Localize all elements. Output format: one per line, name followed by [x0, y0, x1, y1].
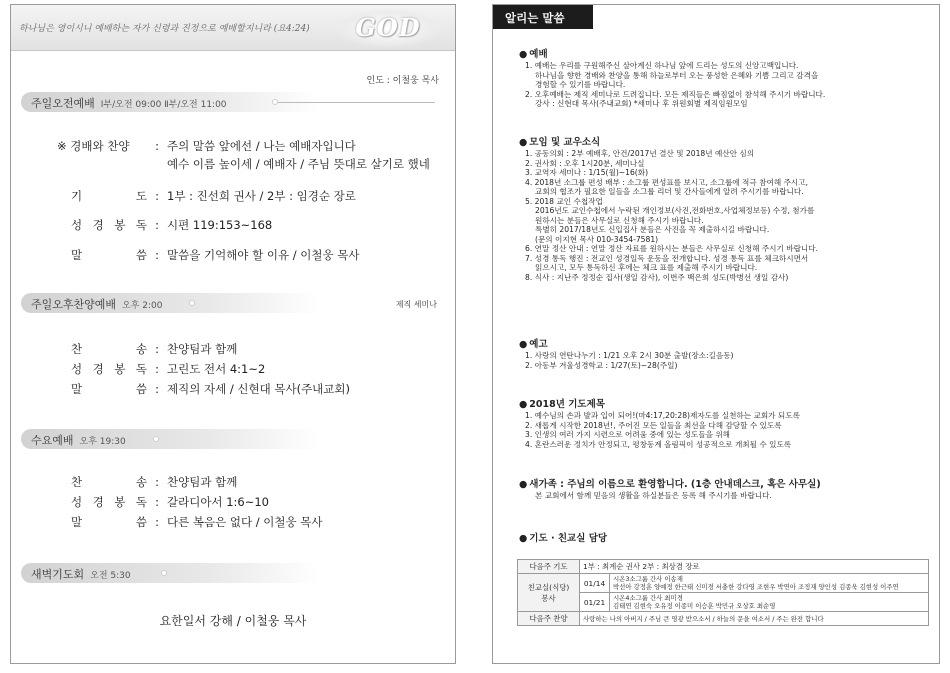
announcement-line: 2. 새롭게 시작한 2018년!, 주어진 모든 일들을 최선을 다해 감당할 수 있도록: [525, 420, 782, 430]
fellowship-members: 시온3소그룹 간사 이송재 박선아 강정훈 양예정 한근태 신미경 서충한 강다영 조현우 박연아 조정재 양인성 김종욱 김현성 이주연: [610, 574, 929, 593]
worship-header-banner: [11, 5, 455, 51]
morning-title: 주일오전예배: [31, 97, 95, 110]
section-lines: [519, 491, 929, 501]
fellowship-members: 시온4소그룹 간사 최미경 김태연 김현숙 오유정 이종미 이승훈 박민규 오상호 최순영: [610, 593, 929, 612]
bar-dot: [161, 570, 167, 576]
afternoon-note: 제직 세미나: [395, 300, 437, 309]
announcement-line: 강사 : 신현대 목사(주내교회) *세미나 후 위원회별 제직임원모임: [535, 99, 748, 108]
announcement-line: (문의 이지현 목사 010-3454-7581): [535, 234, 659, 244]
announcement-line: 2. 권사회 : 오후 1시20분, 세미나실: [525, 158, 645, 168]
next-prayer-label: 다음주 기도: [518, 560, 580, 574]
section-lines: [519, 411, 929, 449]
god-logo: [333, 8, 443, 48]
announcement-line: 1. 공동의회 : 2부 예배후, 안건/2017년 결산 및 2018년 예산안 심의: [525, 149, 755, 158]
morning-time: Ⅰ부/오전 09:00 Ⅱ부/오전 11:00: [100, 100, 227, 110]
afternoon-row-sermon: 말 씀 : 제직의 자세 / 신현대 목사(주내교회): [71, 382, 350, 396]
wednesday-row-sermon: 말 씀 : 다른 복음은 없다 / 이철웅 목사: [71, 515, 323, 529]
morning-row-scripture: 성 경 봉 독 : 시편 119:153~168: [71, 218, 273, 232]
next-praise-value: 사랑하는 나의 아버지 / 주님 큰 영광 받으소서 / 하늘의 문을 여소서 / 주는 완전 합니다: [580, 612, 929, 626]
bar-dot: [153, 436, 159, 442]
announcement-line: 1. 예배는 우리를 구원해주신 살아계신 하나님 앞에 드리는 성도의 신앙고백입니다.: [525, 61, 799, 70]
wednesday-time: 오후 19:30: [79, 437, 126, 447]
dawn-time: 오전 5:30: [90, 571, 131, 581]
section-new-family: ● 새가족 : 주님의 이름으로 환영합니다. (1층 안내데스크, 혹은 사무실) 본 교회에서 함께 믿음의 생활을 하실분들은 등록 해 주시기를 바랍니다.: [519, 479, 929, 501]
wednesday-title: 수요예배: [31, 434, 74, 447]
duty-table: [517, 559, 929, 626]
section-bar-afternoon: [21, 293, 447, 313]
section-lines: [519, 61, 929, 109]
section-bar-dawn: [21, 563, 447, 583]
announcement-line: 3. 교역자 세미나 : 1/15(월)~16(화): [525, 168, 649, 177]
god-logo-text: GOD: [355, 13, 421, 42]
morning-row-prayer: 기 도 : 1부 : 진선희 권사 / 2부 : 임경순 장로: [71, 189, 356, 203]
bar-dot: [272, 99, 278, 105]
next-praise-label: 다음주 찬양: [518, 612, 580, 626]
worship-leader: 인도 : 이철웅 목사: [366, 76, 439, 86]
wednesday-row-scripture: 성 경 봉 독 : 갈라디아서 1:6~10: [71, 495, 269, 509]
afternoon-row-hymn: 찬 송 : 찬양팀과 함께: [71, 342, 238, 356]
afternoon-time: 오후 2:00: [122, 301, 163, 311]
section-lines: [519, 351, 929, 370]
duty-heading: 기도 · 친교실 담당: [529, 533, 608, 544]
dawn-text: 요한일서 강해 / 이철웅 목사: [159, 614, 307, 628]
announcements-tab: [493, 5, 593, 29]
announcement-line: 7. 성경 통독 행진 : 전교인 성경일독 운동을 전개합니다. 성경 통독 표를 체크하시면서: [525, 253, 809, 263]
fellowship-label: 친교실(식당) 봉사: [518, 574, 580, 612]
dawn-title: 새벽기도회: [31, 568, 85, 581]
table-row: [518, 612, 929, 626]
announcement-line: 교회의 협조가 필요한 일들을 소그룹 리더 및 간사들에게 알려 주시기를 바랍니다.: [535, 187, 804, 196]
fellowship-date: 01/14: [580, 574, 610, 593]
section-heading: 예고: [529, 339, 548, 350]
announcement-line: 본 교회에서 함께 믿음의 생활을 하실분들은 등록 해 주시기를 바랍니다.: [535, 491, 772, 500]
section-prayer-topics: ● 2018년 기도제목 1. 예수님의 손과 발과 입이 되어!(마4:17,20:28)제자도를 실천하는 교회가 되도록 2. 새롭게 시작한 2018년!, 주어진 모든 일들을 최선을 다해 감당할 수 있도록 3. 인생의 여러 가지 시련으로 어려움 중에 있는 성도들을 위해 4. 혼란스러운 정치가 안정되고, 평창동계 올림픽이 성공적으로 개최될 수 있도록: [519, 399, 929, 449]
table-row: [518, 560, 929, 574]
section-bar-wednesday: [21, 429, 447, 449]
afternoon-row-scripture: 성 경 봉 독 : 고린도 전서 4:1~2: [71, 362, 266, 376]
announcement-line: 3. 인생의 여러 가지 시련으로 어려움 중에 있는 성도들을 위해: [525, 430, 731, 439]
table-row: [518, 574, 929, 593]
announcement-line: 원하시는 분들은 사무실로 신청해 주시기 바랍니다.: [535, 215, 704, 225]
fellowship-date: 01/21: [580, 593, 610, 612]
announcement-line: 6. 연말 정산 안내 : 연말 정산 자료를 원하시는 분들은 사무실로 신청해 주시기 바랍니다.: [525, 244, 819, 253]
wednesday-row-hymn: 찬 송 : 찬양팀과 함께: [71, 475, 238, 489]
worship-order-panel: [10, 4, 456, 664]
morning-praise-second-line: 예수 이름 높이세 / 예배자 / 주님 뜻대로 살기로 했네: [167, 157, 430, 171]
header-verse: 하나님은 영이시니 예배하는 자가 신령과 진정으로 예배할지니라 (요4:24): [19, 24, 310, 34]
section-heading: 새가족 : 주님의 이름으로 환영합니다. (1층 안내데스크, 혹은 사무실): [529, 479, 821, 490]
announcement-line: 2. 오후예배는 제직 세미나로 드려집니다. 모든 제직들은 빠짐없이 참석해 주시기 바랍니다.: [525, 89, 826, 99]
announcement-line: 4. 혼란스러운 정치가 안정되고, 평창동계 올림픽이 성공적으로 개최될 수 있도록: [525, 439, 792, 449]
announcements-panel: [492, 4, 940, 664]
announcement-line: 4. 2018년 소그룹 편성 배부 : 소그룹 편성표를 보시고, 소그룹에 적극 참여해 주시고,: [525, 177, 808, 187]
section-duty: ● 기도 · 친교실 담당: [519, 533, 608, 544]
announcement-line: 특별히 2017/18년도 신입집사 분들은 사진을 꼭 제출하시길 바랍니다.: [535, 225, 770, 234]
section-bar-morning: [21, 92, 447, 112]
section-news: ● 모임 및 교우소식 1. 공동의회 : 2부 예배후, 안건/2017년 결산 및 2018년 예산안 심의 2. 권사회 : 오후 1시20분, 세미나실 3. 교역자 세미나 : 1/15(월)~16(화) 4. 2018년 소그룹 편성 배부 : 소그룹 편성표를 보시고, 소그룹에 적극 참여해 주시고, 교회의 협조가 필요한 일들을 소그룹 리더 및 간사들에게 알려 주시기를 바랍니다. 5. 2018 교인 수첩작업 2016년도 교인수첩에서 누락된 개인정보(사진,전화번호,사업체정보등) 수정, 첨가를 원하시는 분들은 사무실로 신청해 주시기 바랍니다. 특별히 2017/18년도 신입집사 분들은 사진을 꼭 제출하시길 바랍니다. (문의 이지현 목사 010-3454-7581) 6. 연말 정산 안내 : 연말 정산 자료를 원하시는 분들은 사무실로 신청해 주시기 바랍니다. 7. 성경 통독 행진 : 전교인 성경일독 운동을 전개합니다. 성경 통독 표를 체크하시면서 읽으시고, 모두 통독하신 후에는 체크 표를 제출해 주시기 바랍니다. 8. 식사 : 지난주 정정순 집사(생일 감사), 이번주 백은희 성도(박병선 생일 감사): [519, 137, 929, 282]
section-notice: ● 예고 1. 사랑의 연탄나누기 : 1/21 오후 2시 30분 출발(장소:길음동) 2. 아동부 겨울성경학교 : 1/27(토)~28(주일): [519, 339, 929, 370]
morning-row-praise: ※ 경배와 찬양 : 주의 말씀 앞에선 / 나는 예배자입니다: [57, 139, 356, 153]
announcement-line: 2016년도 교인수첩에서 누락된 개인정보(사진,전화번호,사업체정보등) 수정, 첨가를: [535, 206, 815, 215]
announcement-line: 하나님을 향한 경배와 찬양을 통해 하늘로부터 오는 풍성한 은혜와 기쁨 그리고 감격을: [535, 70, 819, 80]
announcement-line: 1. 예수님의 손과 발과 입이 되어!(마4:17,20:28)제자도를 실천하는 교회가 되도록: [525, 411, 800, 420]
morning-row-sermon: 말 씀 : 말씀을 기억해야 할 이유 / 이철웅 목사: [71, 248, 360, 262]
announcement-line: 읽으시고, 모두 통독하신 후에는 체크 표를 제출해 주시기 바랍니다.: [535, 263, 758, 272]
afternoon-title: 주일오후찬양예배: [31, 298, 117, 311]
section-heading: 2018년 기도제목: [529, 399, 605, 410]
section-heading: 모임 및 교우소식: [529, 137, 601, 148]
section-heading: 예배: [529, 49, 548, 60]
announcements-title: 알리는 말씀: [505, 11, 565, 25]
announcement-line: 8. 식사 : 지난주 정정순 집사(생일 감사), 이번주 백은희 성도(박병선 생일 감사): [525, 272, 789, 282]
announcement-line: 5. 2018 교인 수첩작업: [525, 196, 603, 206]
section-lines: [519, 149, 929, 282]
next-prayer-value: 1부 : 최계순 권사 2부 : 최상겸 장로: [580, 560, 929, 574]
table-row: [518, 593, 929, 612]
announcement-line: 2. 아동부 겨울성경학교 : 1/27(토)~28(주일): [525, 360, 678, 370]
announcement-line: 경험할 수 있기를 바랍니다.: [535, 80, 626, 89]
bar-dot: [189, 300, 195, 306]
divider-line: [275, 102, 435, 103]
section-worship: ● 예배 1. 예배는 우리를 구원해주신 살아계신 하나님 앞에 드리는 성도의 신앙고백입니다. 하나님을 향한 경배와 찬양을 통해 하늘로부터 오는 풍성한 은혜와 기쁨 그리고 감격을 경험할 수 있기를 바랍니다. 2. 오후예배는 제직 세미나로 드려집니다. 모든 제직들은 빠짐없이 참석해 주시기 바랍니다. 강사 : 신현대 목사(주내교회) *세미나 후 위원회별 제직임원모임: [519, 49, 929, 109]
announcement-line: 1. 사랑의 연탄나누기 : 1/21 오후 2시 30분 출발(장소:길음동): [525, 351, 734, 360]
